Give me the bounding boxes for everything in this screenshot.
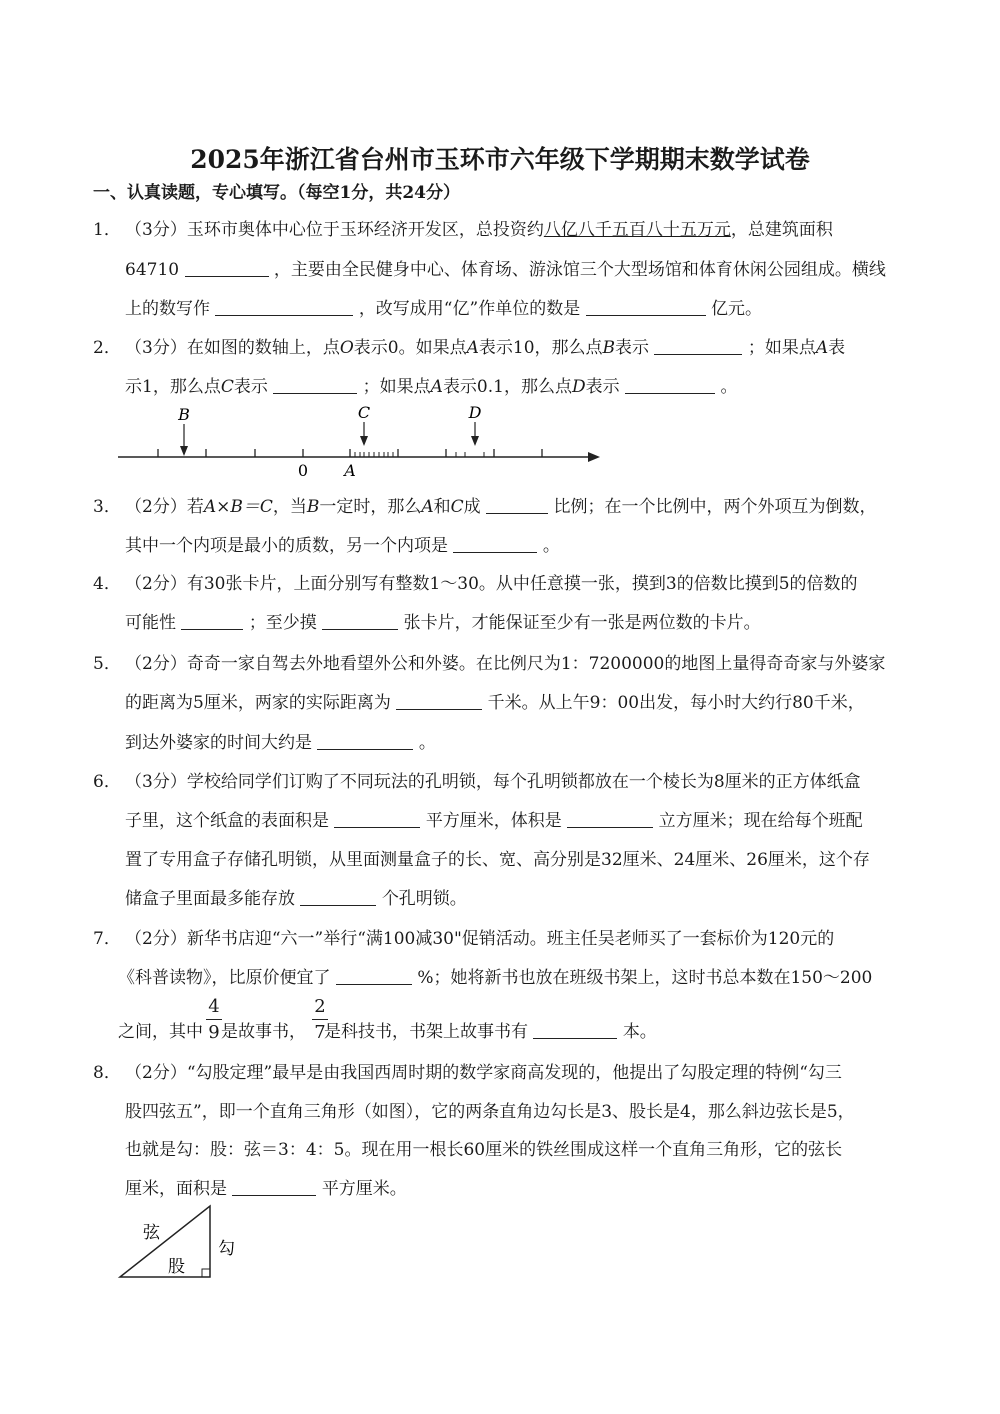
q6-text: 置了专用盒子存储孔明锁，从里面测量盒子的长、宽、高分别是32厘米、24厘米、26厘米，这个存 [125,850,870,870]
q4-line-2 [125,611,761,635]
q3-text: 。 [542,536,560,556]
q3-var: A [421,497,434,517]
label-b: B [178,405,190,424]
q5-text: （2分）奇奇一家自驾去外地看望外公和外婆。在比例尺为1：7200000的地图上量得奇奇家与外婆家 [125,654,886,674]
label-side: 勾 [218,1239,235,1259]
q3-text: 和 [433,497,451,517]
q1-line-2 [125,258,886,282]
fraction-denominator: 7 [314,1022,326,1043]
q8-line-2 [125,1100,855,1124]
right-triangle-figure [110,1200,250,1290]
q5-blank-1[interactable] [396,693,482,710]
q5-blank-2[interactable] [317,733,413,750]
q2-blank-1[interactable] [654,338,742,355]
q6-blank-3[interactable] [300,889,376,906]
q5-line-3 [125,731,436,755]
q3-text: 比例；在一个比例中，两个外项互为倒数， [553,497,877,517]
q2-var: A [815,338,829,358]
q8-text: 也就是勾：股：弦＝3：4：5。现在用一根长60厘米的铁丝围成这样一个直角三角形，它的弦长 [125,1140,843,1160]
q1-blank-1[interactable] [185,260,269,277]
q7-text: 本。 [622,1022,657,1042]
q1-underlined-amount: 八亿八千五百八十五万元 [543,220,731,240]
q3-text: 成 [463,497,481,517]
q2-line-1 [93,336,845,360]
q3-line-1 [93,495,876,519]
q2-line-2 [125,375,737,399]
q4-blank-2[interactable] [322,613,398,630]
q7-number: 7． [93,929,121,949]
q1-number: 1． [93,220,121,240]
q1-line-1 [93,218,833,242]
q5-text: 。 [418,733,436,753]
q2-text: （3分）在如图的数轴上，点 [125,338,340,358]
q2-text: 。 [720,377,738,397]
q2-var: B [602,338,616,358]
q1-text: 64710 [125,260,180,280]
triangle-shape [120,1206,210,1277]
q4-blank-1[interactable] [181,613,243,630]
q8-text: 股四弦五”，即一个直角三角形（如图），它的两条直角边勾长是3、股长是4，那么斜边弦长是5， [125,1102,855,1122]
q8-number: 8． [93,1063,121,1083]
label-zero: 0 [297,461,309,480]
fraction-numerator: 4 [208,996,220,1017]
q6-number: 6． [93,772,121,792]
q1-text: 上的数写作 [125,299,210,319]
q4-line-1 [93,572,858,596]
q7-line-3 [118,1020,657,1044]
label-base: 股 [168,1257,185,1277]
q3-blank-1[interactable] [486,497,548,514]
q2-number: 2． [93,338,121,358]
q5-text: 的距离为5厘米，两家的实际距离为 [125,693,391,713]
q7-text: 是科技书，书架上故事书有 [324,1022,528,1042]
q2-blank-2[interactable] [273,377,357,394]
page-title: 2025年浙江省台州市玉环市六年级下学期期末数学试卷 [190,145,810,174]
q7-line-1 [93,927,834,951]
q4-text: （2分）有30张卡片，上面分别写有整数1～30。从中任意摸一张，摸到3的倍数比摸到5的倍数的 [125,574,858,594]
q6-line-4 [125,887,467,911]
q5-number: 5． [93,654,121,674]
q5-text: 千米。从上午9：00出发，每小时大约行80千米， [487,693,865,713]
q2-text: ；如果点 [747,338,816,358]
q2-text: 表 [828,338,846,358]
q2-var: A [466,338,479,358]
q4-text: 张卡片，才能保证至少有一张是两位数的卡片。 [403,613,761,633]
q4-number: 4． [93,574,121,594]
q7-text: 是故事书， [221,1022,306,1042]
q8-text: （2分）“勾股定理”最早是由我国西周时期的数学家商高发现的，他提出了勾股定理的特例“勾三 [125,1063,842,1083]
q7-blank-2[interactable] [533,1022,617,1039]
right-angle-mark [202,1269,210,1277]
q1-text: （3分）玉环市奥体中心位于玉环经济开发区，总投资约 [125,220,544,240]
number-line-figure [110,400,610,480]
section-heading: 一、认真读题，专心填写。（每空1分，共24分） [93,183,460,203]
q2-text: ；如果点 [362,377,431,397]
arrow-b-head [180,446,188,456]
q7-blank-1[interactable] [336,968,412,985]
q3-var: C [450,497,464,517]
label-hypotenuse: 弦 [143,1223,160,1243]
q2-text: 表示10，那么点 [478,338,603,358]
q2-text: 表示 [615,338,650,358]
label-d: D [468,403,482,422]
q2-text: 表示0。如果点 [353,338,467,358]
q3-expression: A×B＝C [203,497,273,517]
q6-blank-2[interactable] [567,811,653,828]
arrow-d-head [471,436,479,446]
q8-line-3 [125,1138,842,1162]
q2-text: 示1，那么点 [125,377,221,397]
q5-text: 到达外婆家的时间大约是 [125,733,312,753]
q7-text: 《科普读物》，比原价便宜了 [118,968,331,988]
q2-var: D [571,377,586,397]
q1-line-3 [125,297,762,321]
q8-line-1 [93,1061,842,1085]
q2-var: A [430,377,443,397]
q2-text: 表示 [233,377,268,397]
q3-text: 其中一个内项是最小的质数，另一个内项是 [125,536,448,556]
q2-text: 表示0.1，那么点 [442,377,572,397]
q6-blank-1[interactable] [334,811,420,828]
q6-line-3 [125,848,870,872]
q3-line-2 [125,534,560,558]
q6-text: 个孔明锁。 [381,889,467,909]
q2-text: 表示 [585,377,620,397]
q3-number: 3． [93,497,121,517]
q2-var: O [339,338,354,358]
q6-text: （3分）学校给同学们订购了不同玩法的孔明锁，每个孔明锁都放在一个棱长为8厘米的正方体纸盒 [125,772,861,792]
q4-text: ；至少摸 [248,613,317,633]
q1-text: ，改写成用“亿”作单位的数是 [358,299,581,319]
label-a: A [344,461,356,480]
q1-text: ，主要由全民健身中心、体育场、游泳馆三个大型场馆和体育休闲公园组成。横线 [273,260,886,280]
q8-line-4 [125,1177,407,1201]
fraction-numerator: 2 [314,996,326,1017]
q8-text: 厘米，面积是 [125,1179,227,1199]
q2-var: C [220,377,234,397]
label-c: C [357,403,371,422]
q6-line-1 [93,770,861,794]
axis-arrow [588,452,600,462]
q3-var: B [306,497,320,517]
q1-blank-2[interactable] [215,299,353,316]
q7-text: %；她将新书也放在班级书架上，这时书总本数在150～200 [417,968,873,988]
q5-line-2 [125,691,865,715]
q2-blank-3[interactable] [625,377,715,394]
q7-line-2 [118,966,872,990]
q3-text: （2分）若 [125,497,204,517]
q5-line-1 [93,652,885,676]
q7-text: 之间，其中 [118,1022,203,1042]
q3-text: ，当 [272,497,307,517]
q3-text: 一定时，那么 [319,497,422,517]
q6-line-2 [125,809,863,833]
q6-text: 子里，这个纸盒的表面积是 [125,811,329,831]
q6-text: 平方厘米，体积是 [425,811,562,831]
q4-text: 可能性 [125,613,176,633]
q6-text: 储盒子里面最多能存放 [125,889,295,909]
q6-text: 立方厘米；现在给每个班配 [658,811,863,831]
q8-text: 平方厘米。 [321,1179,407,1199]
q7-text: （2分）新华书店迎“六一”举行“满100减30"促销活动。班主任吴老师买了一套标价为120元的 [125,929,835,949]
fraction-denominator: 9 [208,1022,220,1043]
q3-blank-2[interactable] [453,536,537,553]
q1-text: ，总建筑面积 [730,220,833,240]
q1-text: 亿元。 [711,299,763,319]
q1-blank-3[interactable] [586,299,706,316]
q8-blank-1[interactable] [232,1179,316,1196]
arrow-c-head [360,436,368,446]
